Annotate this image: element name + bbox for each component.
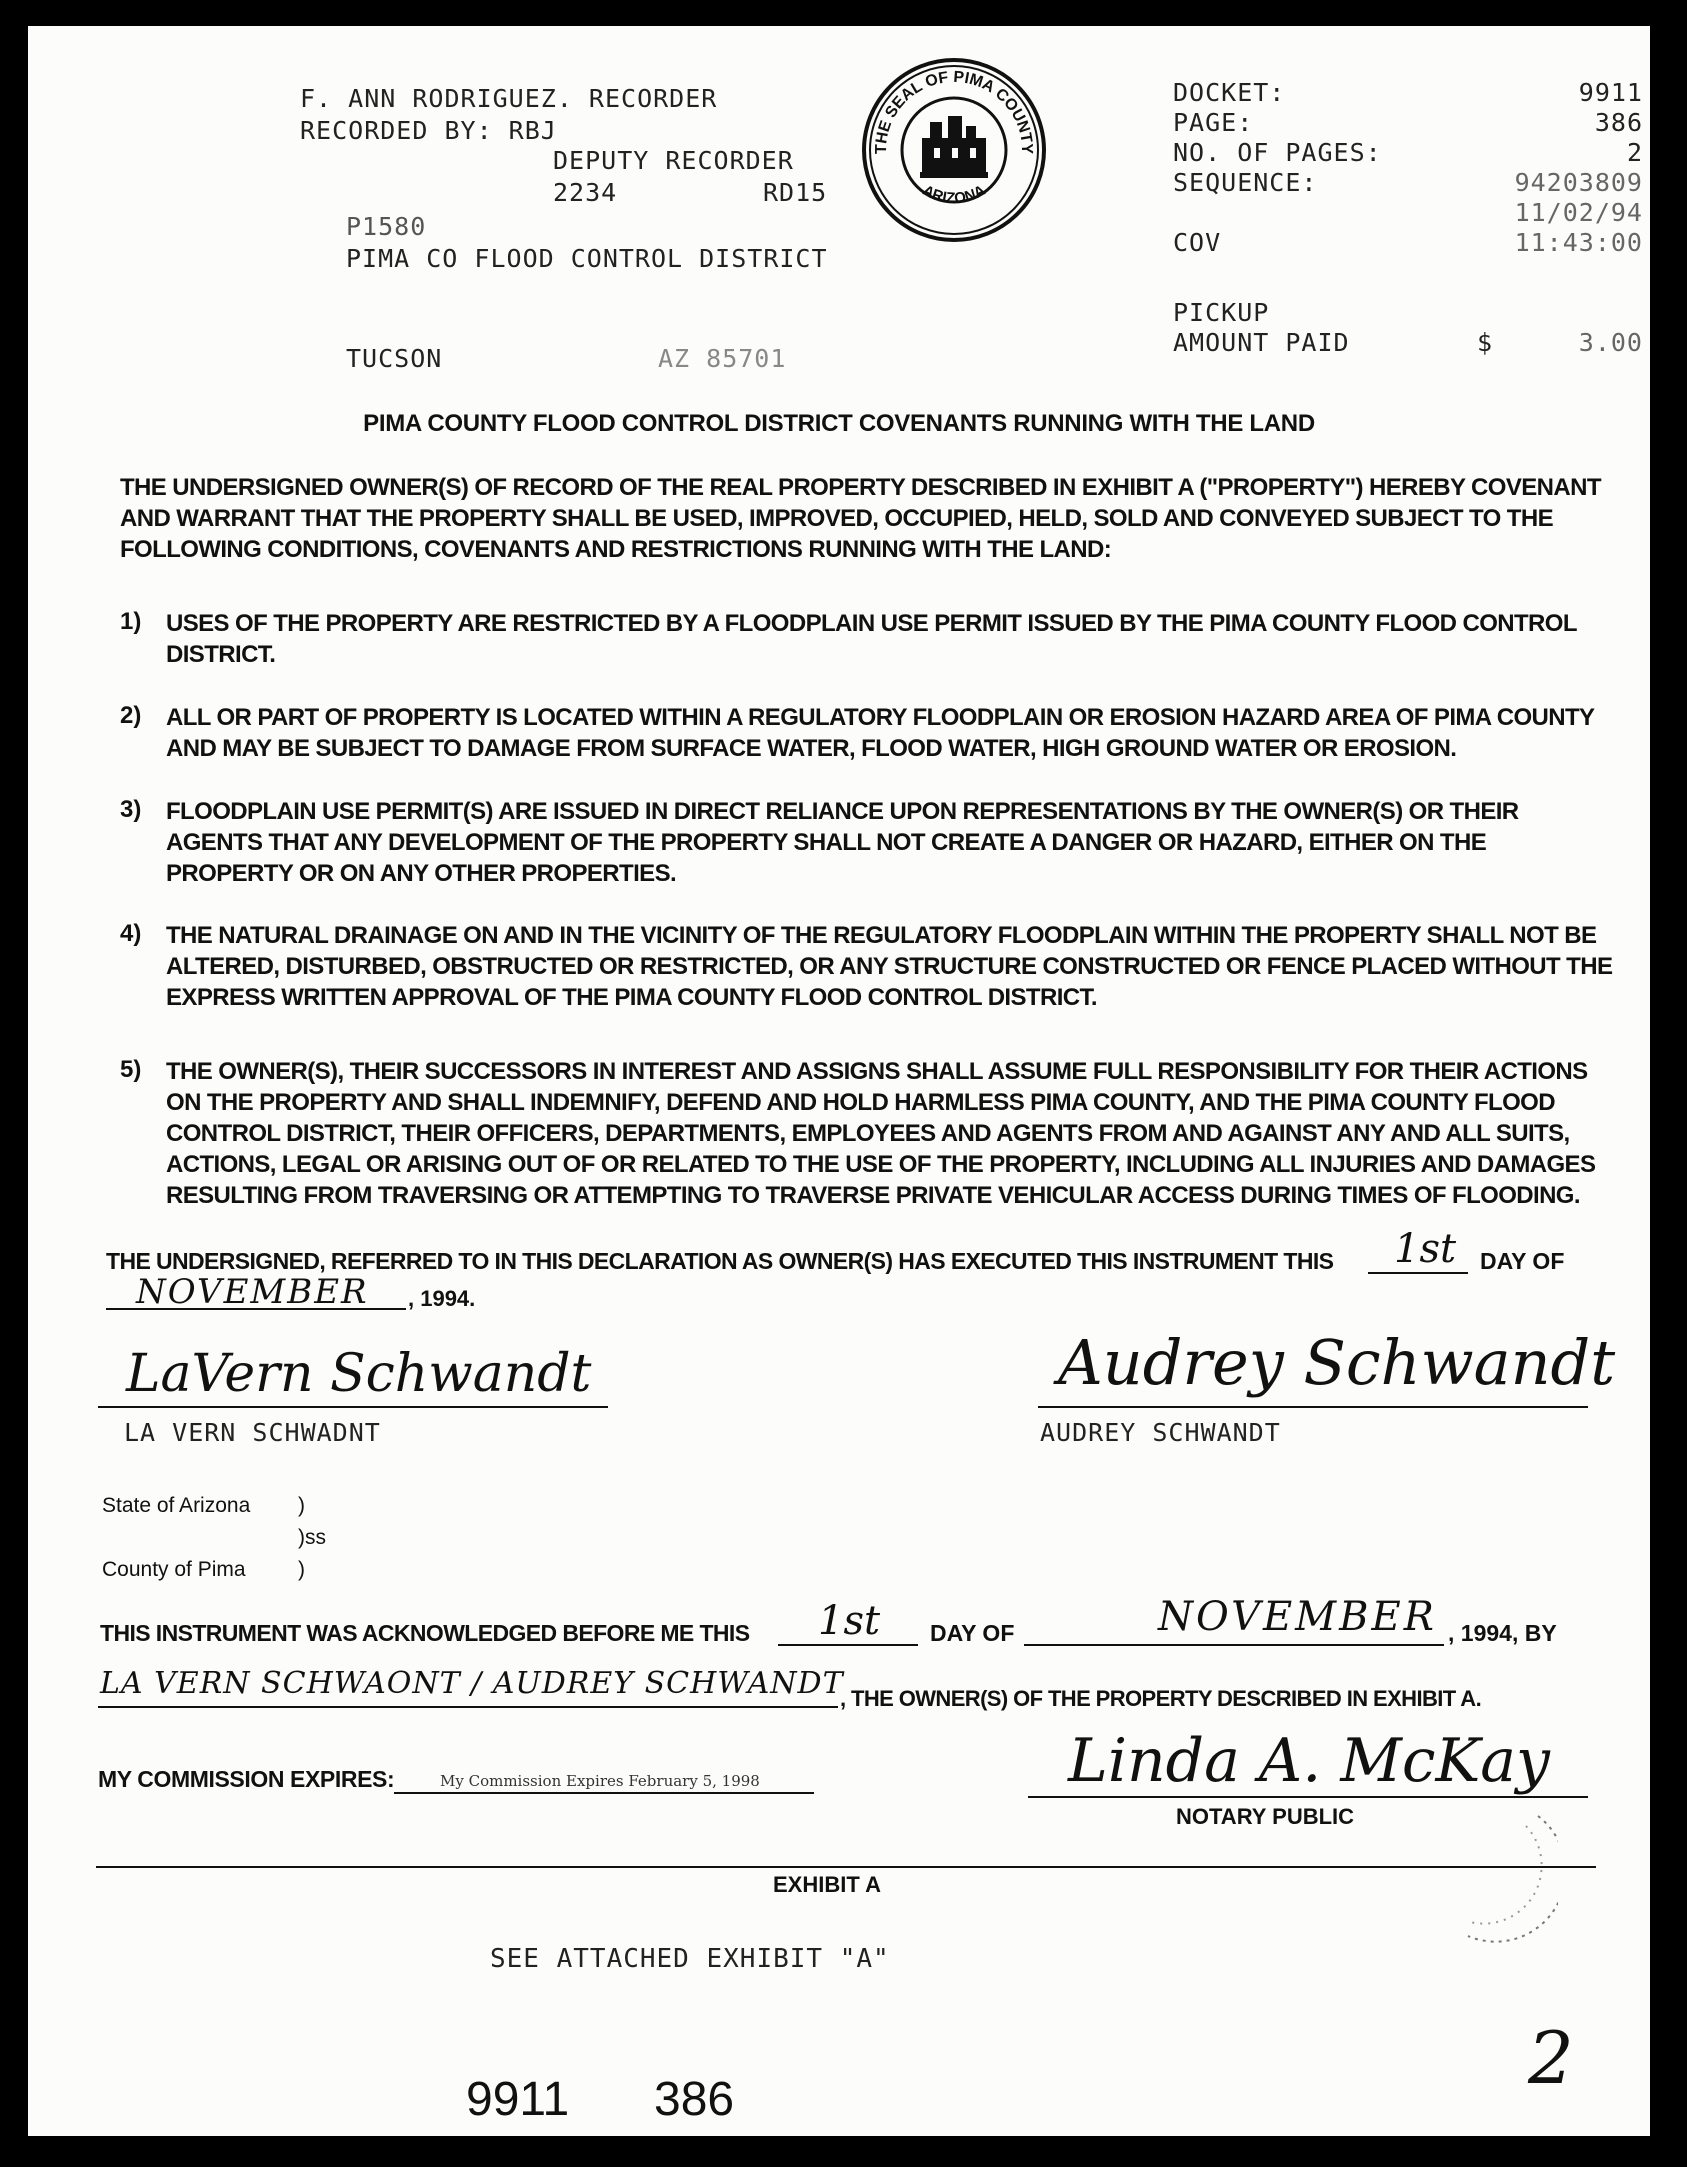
ack-suffix: , THE OWNER(S) OF THE PROPERTY DESCRIBED IN EXHIBIT A. xyxy=(840,1686,1482,1711)
covenant-text: FLOODPLAIN USE PERMIT(S) ARE ISSUED IN DIRECT RELIANCE UPON REPRESENTATIONS BY THE OWNER(S) OR THEIR AGENTS THAT ANY DEVELOPMENT OF THE PROPERTY SHALL NOT CREATE A DANGER OR HAZARD, EITHER ON THE PROPERTY OR ON ANY OTHER PROPERTIES. xyxy=(166,798,1519,887)
ack-statement: THIS INSTRUMENT WAS ACKNOWLEDGED BEFORE ME THIS xyxy=(100,1620,750,1646)
covenant-text: THE NATURAL DRAINAGE ON AND IN THE VICINITY OF THE REGULATORY FLOODPLAIN WITHIN THE PROPERTY SHALL NOT BE ALTERED, DISTURBED, OBSTRUCTED OR RESTRICTED, OR ANY STRUCTURE CONSTRUCTED OR FENCE PLACED WITHOUT THE EXPRESS WRITTEN APPROVAL OF THE PIMA COUNTY FLOOD CONTROL DISTRICT. xyxy=(166,922,1613,1011)
owner2-name: AUDREY SCHWANDT xyxy=(1040,1418,1281,1447)
ack-names-line xyxy=(98,1706,838,1708)
executed-day-of: DAY OF xyxy=(1480,1248,1565,1274)
covenant-number: 5) xyxy=(120,1056,142,1083)
exhibit-label: EXHIBIT A xyxy=(773,1872,881,1897)
document-page xyxy=(28,26,1650,2136)
exhibit-divider xyxy=(96,1866,1596,1868)
recorder-name: F. ANN RODRIGUEZ. RECORDER xyxy=(300,84,718,113)
recorder-code-2: RD15 xyxy=(763,178,828,207)
covenant-number: 2) xyxy=(120,702,142,729)
ack-names: LA VERN SCHWAONT / AUDREY SCHWANDT xyxy=(100,1666,844,1701)
executed-day: 1st xyxy=(1394,1226,1457,1272)
executed-year: , 1994. xyxy=(408,1286,476,1311)
ack-year: , 1994, BY xyxy=(1448,1620,1557,1646)
covenant-number: 3) xyxy=(120,796,142,823)
record-time: 11:43:00 xyxy=(1514,228,1643,257)
notary-stamp xyxy=(1438,1806,1558,1946)
owner1-name: LA VERN SCHWADNT xyxy=(124,1418,381,1447)
ack-month: NOVEMBER xyxy=(1158,1594,1437,1640)
covenant-number: 1) xyxy=(120,608,142,635)
footer-page-ref: 386 xyxy=(654,2073,735,2126)
owner2-signature: Audrey Schwandt xyxy=(1058,1326,1616,1399)
party-city: TUCSON xyxy=(346,344,443,373)
party-code: P1580 xyxy=(346,212,427,241)
covenant-number: 4) xyxy=(120,920,142,947)
commission-value: My Commission Expires February 5, 1998 xyxy=(440,1772,760,1790)
commission-label: MY COMMISSION EXPIRES: xyxy=(98,1766,395,1792)
amount-currency: $ xyxy=(1477,328,1494,357)
executed-statement: THE UNDERSIGNED, REFERRED TO IN THIS DECLARATION AS OWNER(S) HAS EXECUTED THIS INSTRUMENT THIS xyxy=(106,1248,1334,1274)
page-value: 386 xyxy=(1594,108,1643,137)
page-number: 2 xyxy=(1528,2016,1574,2100)
party-zip: AZ 85701 xyxy=(658,344,787,373)
owner2-signature-line xyxy=(1038,1406,1588,1408)
county-seal-icon xyxy=(860,56,1048,244)
covenant-text: USES OF THE PROPERTY ARE RESTRICTED BY A FLOODPLAIN USE PERMIT ISSUED BY THE PIMA COUNTY FLOOD CONTROL DISTRICT. xyxy=(166,610,1577,668)
owner1-signature-line xyxy=(98,1406,608,1408)
page-label: PAGE: xyxy=(1173,108,1254,137)
intro-paragraph: THE UNDERSIGNED OWNER(S) OF RECORD OF THE REAL PROPERTY DESCRIBED IN EXHIBIT A ("PROPERTY") HEREBY COVENANT AND WARRANT THAT THE PROPERTY SHALL BE USED, IMPROVED, OCCUPIED, HELD, SOLD AND CONVEYED SUBJECT TO THE FOLLOWING CONDITIONS, COVENANTS AND RESTRICTIONS RUNNING WITH THE LAND: xyxy=(120,474,1601,563)
notary-signature-line xyxy=(1028,1796,1588,1798)
amount-value: 3.00 xyxy=(1578,328,1643,357)
county-seal xyxy=(860,56,1048,244)
recording-info xyxy=(1173,78,1643,388)
amount-label: AMOUNT PAID xyxy=(1173,328,1350,357)
pages-label: NO. OF PAGES: xyxy=(1173,138,1382,167)
svg-text:THE SEAL OF PIMA COUNTY: THE SEAL OF PIMA COUNTY xyxy=(872,68,1036,155)
recorder-code: 2234 xyxy=(553,178,618,207)
state-label: State of Arizona xyxy=(102,1494,251,1517)
executed-month: NOVEMBER xyxy=(136,1272,369,1312)
ack-day: 1st xyxy=(818,1598,881,1644)
notary-label: NOTARY PUBLIC xyxy=(1176,1804,1355,1829)
ack-day-line xyxy=(778,1644,918,1646)
ack-day-of: DAY OF xyxy=(930,1620,1015,1646)
pickup-label: PICKUP xyxy=(1173,298,1270,327)
pages-value: 2 xyxy=(1626,138,1643,167)
county-paren: ) xyxy=(298,1558,305,1581)
cov-label: COV xyxy=(1173,228,1222,257)
recorded-by: RECORDED BY: RBJ xyxy=(300,116,557,145)
commission-line xyxy=(394,1792,814,1794)
notary-signature: Linda A. McKay xyxy=(1068,1726,1550,1796)
covenant-text: ALL OR PART OF PROPERTY IS LOCATED WITHIN A REGULATORY FLOODPLAIN OR EROSION HAZARD AREA OF PIMA COUNTY AND MAY BE SUBJECT TO DAMAGE FROM SURFACE WATER, FLOOD WATER, HIGH GROUND WATER OR EROSION. xyxy=(166,704,1595,762)
notary-stamp-icon xyxy=(1438,1806,1558,1946)
document-title: PIMA COUNTY FLOOD CONTROL DISTRICT COVENANTS RUNNING WITH THE LAND xyxy=(363,410,1315,437)
owner1-signature: LaVern Schwandt xyxy=(126,1344,592,1404)
covenant-text: THE OWNER(S), THEIR SUCCESSORS IN INTEREST AND ASSIGNS SHALL ASSUME FULL RESPONSIBILITY FOR THEIR ACTIONS ON THE PROPERTY AND SHALL INDEMNIFY, DEFEND AND HOLD HARMLESS PIMA COUNTY, AND THE PIMA COUNTY FLOOD CONTROL DISTRICT, THEIR OFFICERS, DEPARTMENTS, EMPLOYEES AND AGENTS FROM AND AGAINST ANY AND ALL SUITS, ACTIONS, LEGAL OR ARISING OUT OF OR RELATED TO THE USE OF THE PROPERTY, INCLUDING ALL INJURIES AND DAMAGES RESULTING FROM TRAVERSING OR ATTEMPTING TO TRAVERSE PRIVATE VEHICULAR ACCESS DURING TIMES OF FLOODING. xyxy=(166,1058,1596,1209)
sequence-value: 94203809 xyxy=(1514,168,1643,197)
exhibit-text: SEE ATTACHED EXHIBIT "A" xyxy=(490,1944,890,1974)
record-date: 11/02/94 xyxy=(1514,198,1643,227)
party-name: PIMA CO FLOOD CONTROL DISTRICT xyxy=(346,244,828,273)
ss-mark: )ss xyxy=(298,1526,326,1549)
deputy-recorder: DEPUTY RECORDER xyxy=(553,146,794,175)
county-label: County of Pima xyxy=(102,1558,246,1581)
docket-value: 9911 xyxy=(1578,78,1643,107)
svg-text:ARIZONA: ARIZONA xyxy=(919,181,989,208)
docket-label: DOCKET: xyxy=(1173,78,1286,107)
footer-docket-ref: 9911 xyxy=(466,2073,570,2126)
executed-day-line xyxy=(1368,1272,1468,1274)
ack-month-line xyxy=(1024,1644,1444,1646)
sequence-label: SEQUENCE: xyxy=(1173,168,1318,197)
state-paren: ) xyxy=(298,1494,305,1517)
